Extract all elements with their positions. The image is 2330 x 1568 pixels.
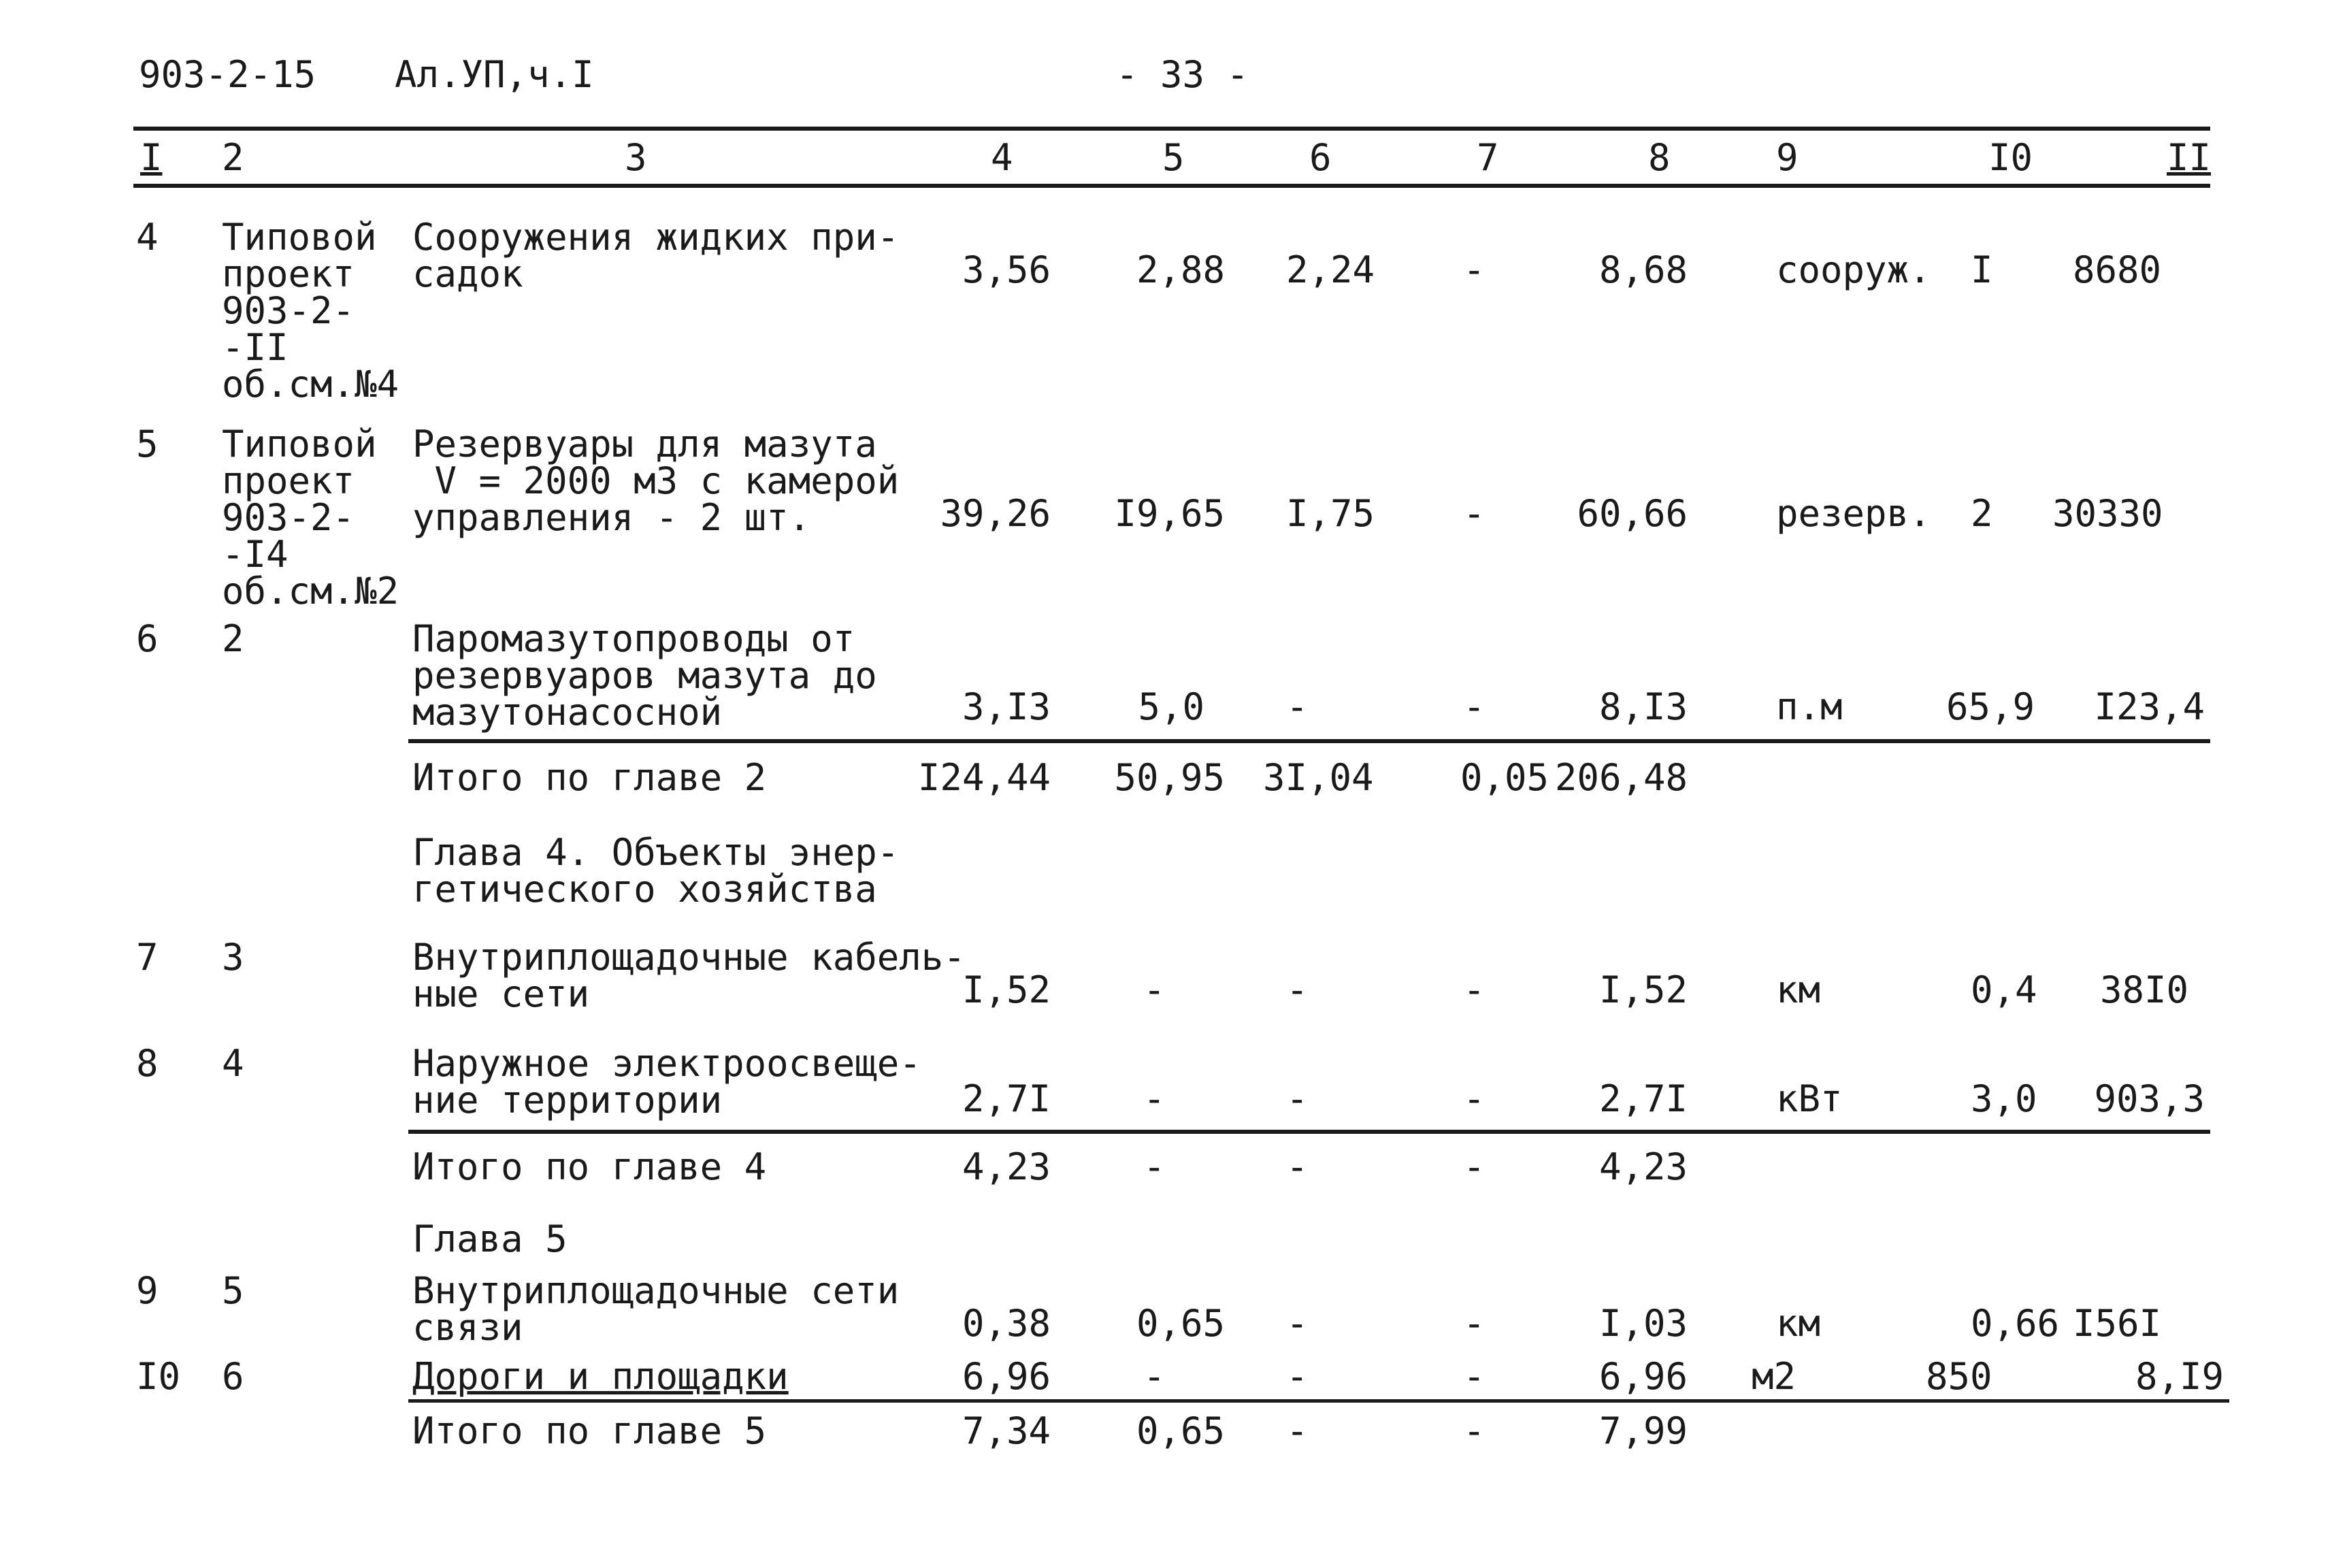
row-name: Сооружения жидких при- садок [412,216,900,295]
row-name: Паромазутопроводы от резервуаров мазута до мазутонасосной [412,617,877,734]
row-number: 5 [136,423,159,466]
row-col-4: I,52 [962,968,1051,1011]
row-col-6: - [1286,685,1309,728]
row-col-8: I,03 [1598,1302,1688,1345]
row-reference: 5 [222,1269,244,1312]
total-col-5: - [1143,1145,1166,1188]
row-name: Наружное электроосвеще- ние территории [412,1042,921,1122]
row-name: Внутриплощадочные сети связи [412,1269,900,1349]
column-number-11: II [2167,136,2212,179]
total-col-6: - [1286,1409,1309,1452]
total-col-6: 3I,04 [1263,756,1374,799]
row-col-7: - [1463,968,1486,1011]
row-cost: 903,3 [2094,1077,2205,1120]
row-col-7: - [1463,248,1486,291]
row-unit: п.м [1776,685,1843,728]
total-col-4: I24,44 [917,756,1051,799]
row-col-7: - [1463,1355,1486,1398]
row-col-6: - [1286,1302,1309,1345]
column-number-9: 9 [1776,136,1799,179]
column-number-7: 7 [1477,136,1499,179]
row-reference: Типовой проект 903-2- -II об.см.№4 [222,216,399,406]
row-quantity: 850 [1926,1355,1992,1398]
row-reference: Типовой проект 903-2- -I4 об.см.№2 [222,423,399,612]
row-col-7: - [1463,685,1486,728]
column-number-1: I [140,136,163,179]
row-col-6: - [1286,1077,1309,1120]
row-col-4: 3,I3 [962,685,1051,728]
row-col-6: 2,24 [1286,248,1375,291]
chapter-5-subtotal-rule [408,1399,2229,1403]
total-col-4: 7,34 [962,1409,1051,1452]
row-col-5: I9,65 [1114,492,1225,535]
row-unit: резерв. [1776,492,1931,535]
chapter-2-subtotal-rule [408,739,2210,743]
total-label: Итого по главе 4 [412,1145,767,1188]
row-unit: м2 [1752,1355,1796,1398]
row-col-8: 60,66 [1577,492,1688,535]
row-col-8: 2,7I [1598,1077,1688,1120]
column-number-8: 8 [1648,136,1671,179]
row-quantity: 0,66 [1971,1302,2060,1345]
column-number-3: 3 [625,136,647,179]
total-label: Итого по главе 5 [412,1409,767,1452]
column-number-4: 4 [991,136,1013,179]
column-number-10: I0 [1988,136,2033,179]
row-reference: 3 [222,936,244,979]
row-col-4: 3,56 [962,248,1051,291]
row-cost: 38I0 [2100,968,2189,1011]
row-reference: 2 [222,617,244,660]
total-col-4: 4,23 [962,1145,1051,1188]
row-col-7: - [1463,492,1486,535]
row-col-8: 8,I3 [1598,685,1688,728]
total-col-8: 4,23 [1598,1145,1688,1188]
chapter-4-subtotal-rule [408,1130,2210,1134]
row-name: Резервуары для мазута V = 2000 м3 с камерой управления - 2 шт. [412,423,900,539]
album-reference: Ал.УП,ч.I [395,53,594,96]
header-bottom-rule [133,184,2210,188]
row-cost: 8,I9 [2135,1355,2224,1398]
row-cost: I23,4 [2094,685,2205,728]
row-reference: 4 [222,1042,244,1085]
row-cost: I56I [2073,1302,2162,1345]
row-number: I0 [136,1355,181,1398]
row-quantity: 3,0 [1971,1077,2037,1120]
row-col-4: 2,7I [962,1077,1051,1120]
row-col-5: 0,65 [1136,1302,1225,1345]
column-number-5: 5 [1162,136,1185,179]
row-col-4: 0,38 [962,1302,1051,1345]
column-number-6: 6 [1309,136,1332,179]
row-quantity: 0,4 [1971,968,2037,1011]
document-code: 903-2-15 [139,53,316,96]
row-col-7: - [1463,1302,1486,1345]
row-col-5: - [1143,1077,1166,1120]
row-col-5: 2,88 [1136,248,1225,291]
row-unit: сооруж. [1776,248,1931,291]
row-number: 9 [136,1269,159,1312]
row-unit: кВт [1776,1077,1843,1120]
row-unit: км [1776,968,1821,1011]
total-label: Итого по главе 2 [412,756,767,799]
chapter-5-heading: Глава 5 [412,1218,568,1260]
row-col-8: 8,68 [1598,248,1688,291]
row-col-8: 6,96 [1598,1355,1688,1398]
total-col-8: 7,99 [1598,1409,1688,1452]
row-col-5: - [1143,1355,1166,1398]
row-quantity: 2 [1971,492,1993,535]
row-quantity: 65,9 [1946,685,2035,728]
row-col-5: - [1143,968,1166,1011]
row-col-6: - [1286,1355,1309,1398]
total-col-7: - [1463,1409,1486,1452]
row-unit: км [1776,1302,1821,1345]
total-col-5: 50,95 [1114,756,1225,799]
row-number: 4 [136,216,159,259]
header-top-rule [133,127,2210,131]
total-col-5: 0,65 [1136,1409,1225,1452]
row-cost: 8680 [2073,248,2162,291]
row-cost: 30330 [2052,492,2163,535]
row-col-8: I,52 [1598,968,1688,1011]
row-quantity: I [1971,248,1993,291]
row-col-7: - [1463,1077,1486,1120]
row-col-6: - [1286,968,1309,1011]
row-col-6: I,75 [1286,492,1375,535]
total-col-7: 0,05 [1460,756,1549,799]
row-number: 8 [136,1042,159,1085]
total-col-7: - [1463,1145,1486,1188]
row-name: Внутриплощадочные кабель- ные сети [412,936,966,1015]
total-col-6: - [1286,1145,1309,1188]
chapter-4-heading: Глава 4. Объекты энер- гетического хозяйства [412,831,900,911]
row-number: 6 [136,617,159,660]
page-number: - 33 - [1116,53,1249,96]
row-col-5: 5,0 [1138,685,1204,728]
row-reference: 6 [222,1355,244,1398]
row-col-4: 6,96 [962,1355,1051,1398]
row-number: 7 [136,936,159,979]
column-number-2: 2 [222,136,244,179]
row-col-4: 39,26 [940,492,1051,535]
total-col-8: 206,48 [1554,756,1688,799]
row-name: Дороги и площадки [412,1355,789,1398]
